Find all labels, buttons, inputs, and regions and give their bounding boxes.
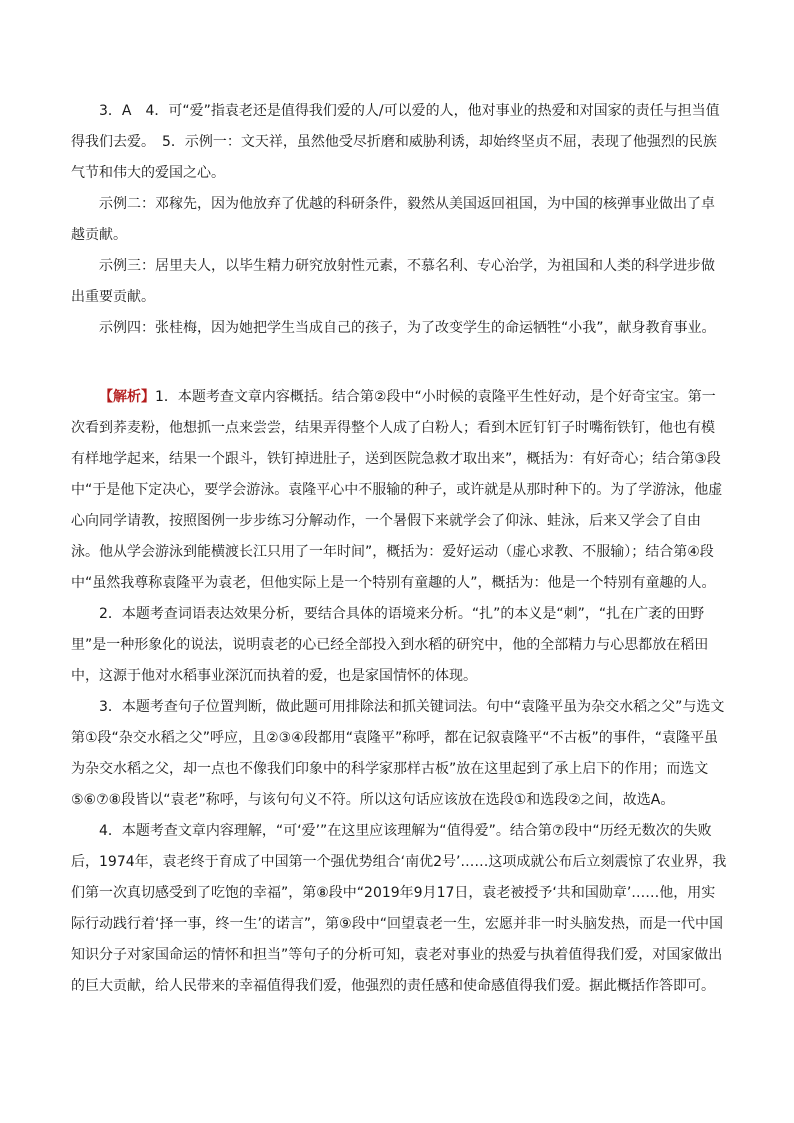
answers-section: [71, 96, 727, 344]
answer-line-3-4-5: 3．A 4．可“爱”指袁老还是值得我们爱的人/可以爱的人，他对事业的热爱和对国家的责任与担当值得我们去爱。 5．示例一：文天祥，虽然他受尽折磨和威胁利诱，却始终坚贞不屈，表现了他强烈的民族气节和伟大的爱国之心。: [71, 103, 720, 181]
analysis-paragraph-1: [71, 382, 727, 599]
example-4: 示例四：张桂梅，因为她把学生当成自己的孩子，为了改变学生的命运牺牲“小我”，献身教育事业。: [99, 320, 716, 336]
analysis-item-1: 1．本题考查文章内容概括。结合第②段中“小时候的袁隆平生性好动，是个好奇宝宝。第一次看到荞麦粉，他想抓一点来尝尝，结果弄得整个人成了白粉人；看到木匠钉钉子时嘴衔铁钉，他也有模有样地学起来，结果一个跟斗，铁钉掉进肚子，送到医院急救才取出来”，概括为：有好奇心；结合第③段中“于是他下定决心，要学会游泳。袁隆平心中不服输的种子，或许就是从那时种下的。为了学游泳，他虚心向同学请教，按照图例一步步练习分解动作，一个暑假下来就学会了仰泳、蛙泳，后来又学会了自由泳。他从学会游泳到能横渡长江只用了一年时间”，概括为：爱好运动（虚心求教、不服输）；结合第④段中“虽然我尊称袁隆平为袁老，但他实际上是一个特别有童趣的人”，概括为：他是一个特别有童趣的人。: [71, 389, 723, 591]
analysis-section: [71, 382, 727, 1002]
analysis-paragraph-2: 2．本题考查词语表达效果分析，要结合具体的语境来分析。“扎”的本义是“刺”，“扎在广袤的田野里”是一种形象化的说法，说明袁老的心已经全部投入到水稻的研究中，他的全部精力与心思都放在稻田中，这源于他对水稻事业深沉而执着的爱，也是家国情怀的体现。: [71, 606, 709, 684]
analysis-tag: 【解析】: [99, 389, 155, 405]
analysis-paragraph-4: 4．本题考查文章内容理解，“可‘爱’”在这里应该理解为“值得爱”。结合第⑦段中“历经无数次的失败后，1974年，袁老终于育成了中国第一个强优势组合‘南优2号’……这项成就公布后立刻震惊了农业界，我们第一次真切感受到了吃饱的幸福”，第⑧段中“2019年9月17日，袁老被授予‘共和国勋章’……他，用实际行动践行着‘择一事，终一生’的诺言”，第⑨段中“回望袁老一生，宏愿并非一时头脑发热，而是一代中国知识分子对家国命运的情怀和担当”等句子的分析可知，袁老对事业的热爱与执着值得我们爱，对国家做出的巨大贡献，给人民带来的幸福值得我们爱，他强烈的责任感和使命感值得我们爱。据此概括作答即可。: [71, 823, 727, 994]
analysis-paragraph-3: 3．本题考查句子位置判断，做此题可用排除法和抓关键词法。句中“袁隆平虽为杂交水稻之父”与选文第①段“杂交水稻之父”呼应，且②③④段都用“袁隆平”称呼，都在记叙袁隆平“不古板”的事件，“袁隆平虽为杂交水稻之父，却一点也不像我们印象中的科学家那样古板”放在这里起到了承上启下的作用；而选文⑤⑥⑦⑧段皆以“袁老”称呼，与该句句义不符。所以这句话应该放在选段①和选段②之间，故选A。: [71, 699, 725, 808]
example-3: 示例三：居里夫人，以毕生精力研究放射性元素，不慕名利、专心治学，为祖国和人类的科学进步做出重要贡献。: [71, 258, 715, 305]
example-2: 示例二：邓稼先，因为他放弃了优越的科研条件，毅然从美国返回祖国，为中国的核弹事业做出了卓越贡献。: [71, 196, 715, 243]
